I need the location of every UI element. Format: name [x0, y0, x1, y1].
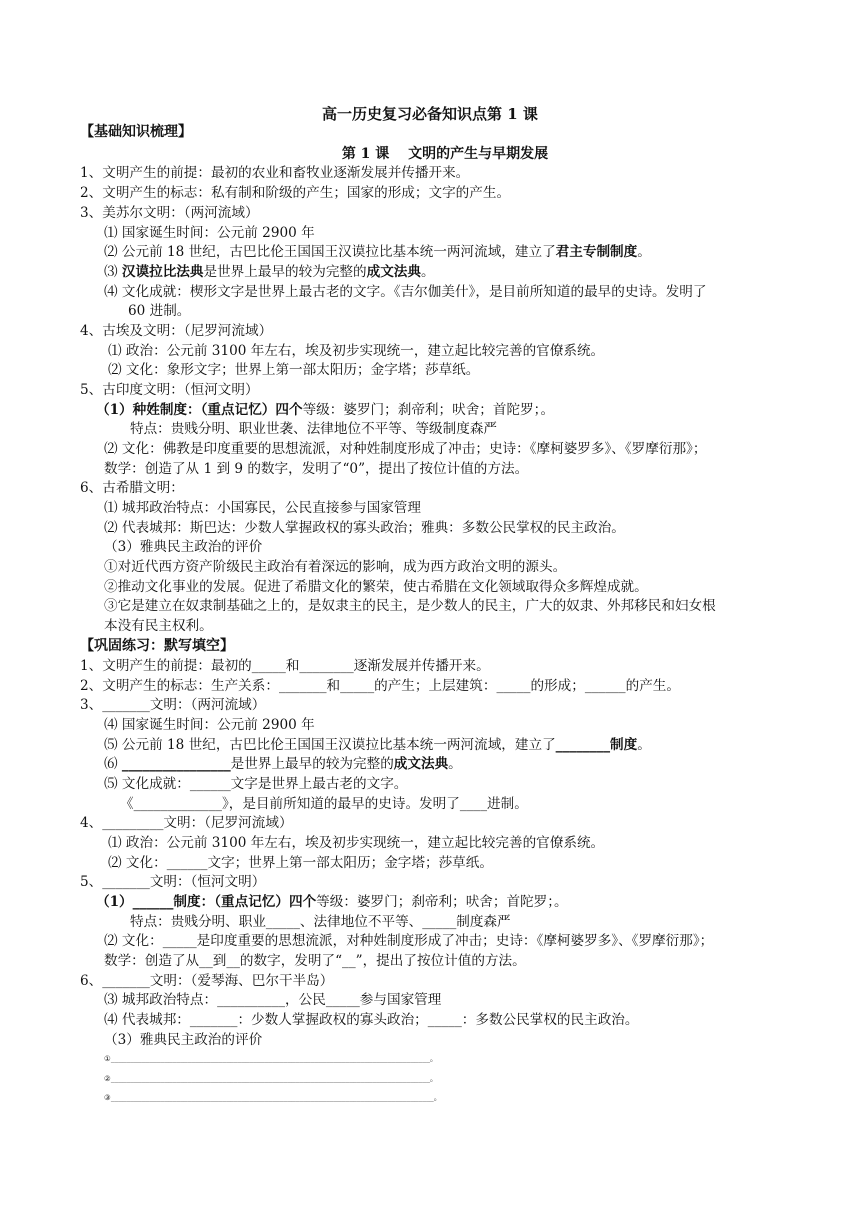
text-line: 1、文明产生的前提：最初的农业和畜牧业逐渐发展并传播开来。 — [80, 165, 470, 181]
answer-line: ②___________________________________________________________________________________。 — [104, 1074, 438, 1083]
text-line: ⑷ 文化成就：楔形文字是世界上最古老的文字。《吉尔伽美什》，是目前所知道的最早的史诗。发明了 — [104, 284, 707, 300]
text-line: 5、古印度文明：（恒河文明） — [80, 382, 259, 398]
answer-line: ①___________________________________________________________________________________。 — [104, 1054, 438, 1063]
text-line: ⑵ 代表城邦：斯巴达：少数人掌握政权的寡头政治；雅典：多数公民掌权的民主政治。 — [104, 520, 625, 536]
text-line: ⑵ 文化：______文字；世界上第一部太阳历；金字塔；莎草纸。 — [108, 855, 493, 871]
answer-line: ③____________________________________________________________________________________。 — [104, 1093, 442, 1102]
text-line: ⑵ 公元前 18 世纪，古巴比伦王国国王汉谟拉比基本统一两河流域，建立了君主专制制度。 — [104, 244, 651, 260]
text-line: ②推动文化事业的发展。促进了希腊文化的繁荣，使古希腊在文化领域取得众多辉煌成就。 — [104, 579, 648, 595]
text-line: ⑵ 文化：象形文字；世界上第一部太阳历；金字塔；莎草纸。 — [108, 362, 480, 378]
text-line: 4、古埃及文明：（尼罗河流域） — [80, 323, 273, 339]
text-line: （3）雅典民主政治的评价 — [104, 1032, 263, 1048]
text-line: ⑴ 政治：公元前 3100 年左右，埃及初步实现统一，建立起比较完善的官僚系统。 — [108, 835, 605, 851]
page-title: 高一历史复习必备知识点第 1 课 — [322, 105, 538, 123]
text-line: 3、美苏尔文明：（两河流域） — [80, 205, 259, 221]
text-line: 数学：创造了从 1 到 9 的数字，发明了“0”，提出了按位计值的方法。 — [104, 461, 529, 477]
text-line: 4、_________文明：（尼罗河流域） — [80, 815, 293, 831]
text-line: ③它是建立在奴隶制基础之上的，是奴隶主的民主，是少数人的民主，广大的奴隶、外邦移民和妇女根 — [104, 598, 716, 614]
text-line: ⑴ 政治：公元前 3100 年左右，埃及初步实现统一，建立起比较完善的官僚系统。 — [108, 343, 605, 359]
text-line: ⑴ 国家诞生时间：公元前 2900 年 — [104, 225, 315, 241]
section-basic-knowledge: 【基础知识梳理】 — [80, 124, 192, 140]
text-line: （1）种姓制度：（重点记忆）四个等级：婆罗门；刹帝利；吠舍；首陀罗；。 — [96, 402, 555, 418]
text-line: 特点：贵贱分明、职业世袭、法律地位不平等、等级制度森严 — [130, 421, 498, 437]
text-line: ⑴ 城邦政治特点：小国寡民，公民直接参与国家管理 — [104, 500, 421, 516]
text-line: （3）雅典民主政治的评价 — [104, 539, 263, 555]
text-line: 2、文明产生的标志：私有制和阶级的产生；国家的形成；文字的产生。 — [80, 185, 511, 201]
text-line: ⑹ ________________是世界上最早的较为完整的成文法典。 — [104, 756, 462, 772]
text-line: 《_____________》，是目前所知道的最早的史诗。发明了____进制。 — [120, 796, 528, 812]
text-line: 3、_______文明：（两河流域） — [80, 697, 266, 713]
text-line: ⑵ 文化：_____是印度重要的思想流派，对种姓制度形成了冲击；史诗：《摩柯婆罗多》、《罗摩衍那》； — [104, 933, 714, 949]
text-line: 数学：创造了从__到__的数字，发明了“__”，提出了按位计值的方法。 — [104, 953, 526, 969]
text-line: 特点：贵贱分明、职业_____、法律地位不平等、_____制度森严 — [130, 914, 511, 930]
lesson-title: 第 1 课 文明的产生与早期发展 — [341, 146, 549, 162]
text-line: ⑷ 国家诞生时间：公元前 2900 年 — [104, 717, 315, 733]
text-line: ①对近代西方资产阶级民主政治有着深远的影响，成为西方政治文明的源头。 — [104, 559, 567, 575]
text-line: 2、文明产生的标志：生产关系：_______和_____的产生；上层建筑：_____的形成；______的产生。 — [80, 678, 680, 694]
text-line: 60 进制。 — [128, 303, 191, 319]
text-line: 6、_______文明：（爱琴海、巴尔干半岛） — [80, 973, 334, 989]
text-line: 5、_______文明：（恒河文明） — [80, 874, 266, 890]
text-line: ⑷ 代表城邦：_______：少数人掌握政权的寡头政治；_____：多数公民掌权的民主政治。 — [104, 1012, 639, 1028]
text-line: ⑶ 汉谟拉比法典是世界上最早的较为完整的成文法典。 — [104, 264, 435, 280]
text-line: ⑸ 文化成就：______文字是世界上最古老的文字。 — [104, 776, 408, 792]
text-line: （1）______制度：（重点记忆）四个等级：婆罗门；刹帝利；吠舍；首陀罗；。 — [96, 894, 568, 910]
text-line: ⑸ 公元前 18 世纪，古巴比伦王国国王汉谟拉比基本统一两河流域，建立了________制度。 — [104, 737, 651, 753]
text-line: 本没有民主权利。 — [104, 618, 213, 634]
text-line: ⑶ 城邦政治特点：__________，公民_____参与国家管理 — [104, 992, 442, 1008]
section-practice: 【巩固练习：默写填空】 — [80, 638, 234, 654]
text-line: 6、古希腊文明： — [80, 480, 184, 496]
text-line: ⑵ 文化：佛教是印度重要的思想流派，对种姓制度形成了冲击；史诗：《摩柯婆罗多》、《罗摩衍那》； — [104, 441, 707, 457]
text-line: 1、文明产生的前提：最初的_____和________逐渐发展并传播开来。 — [80, 658, 490, 674]
